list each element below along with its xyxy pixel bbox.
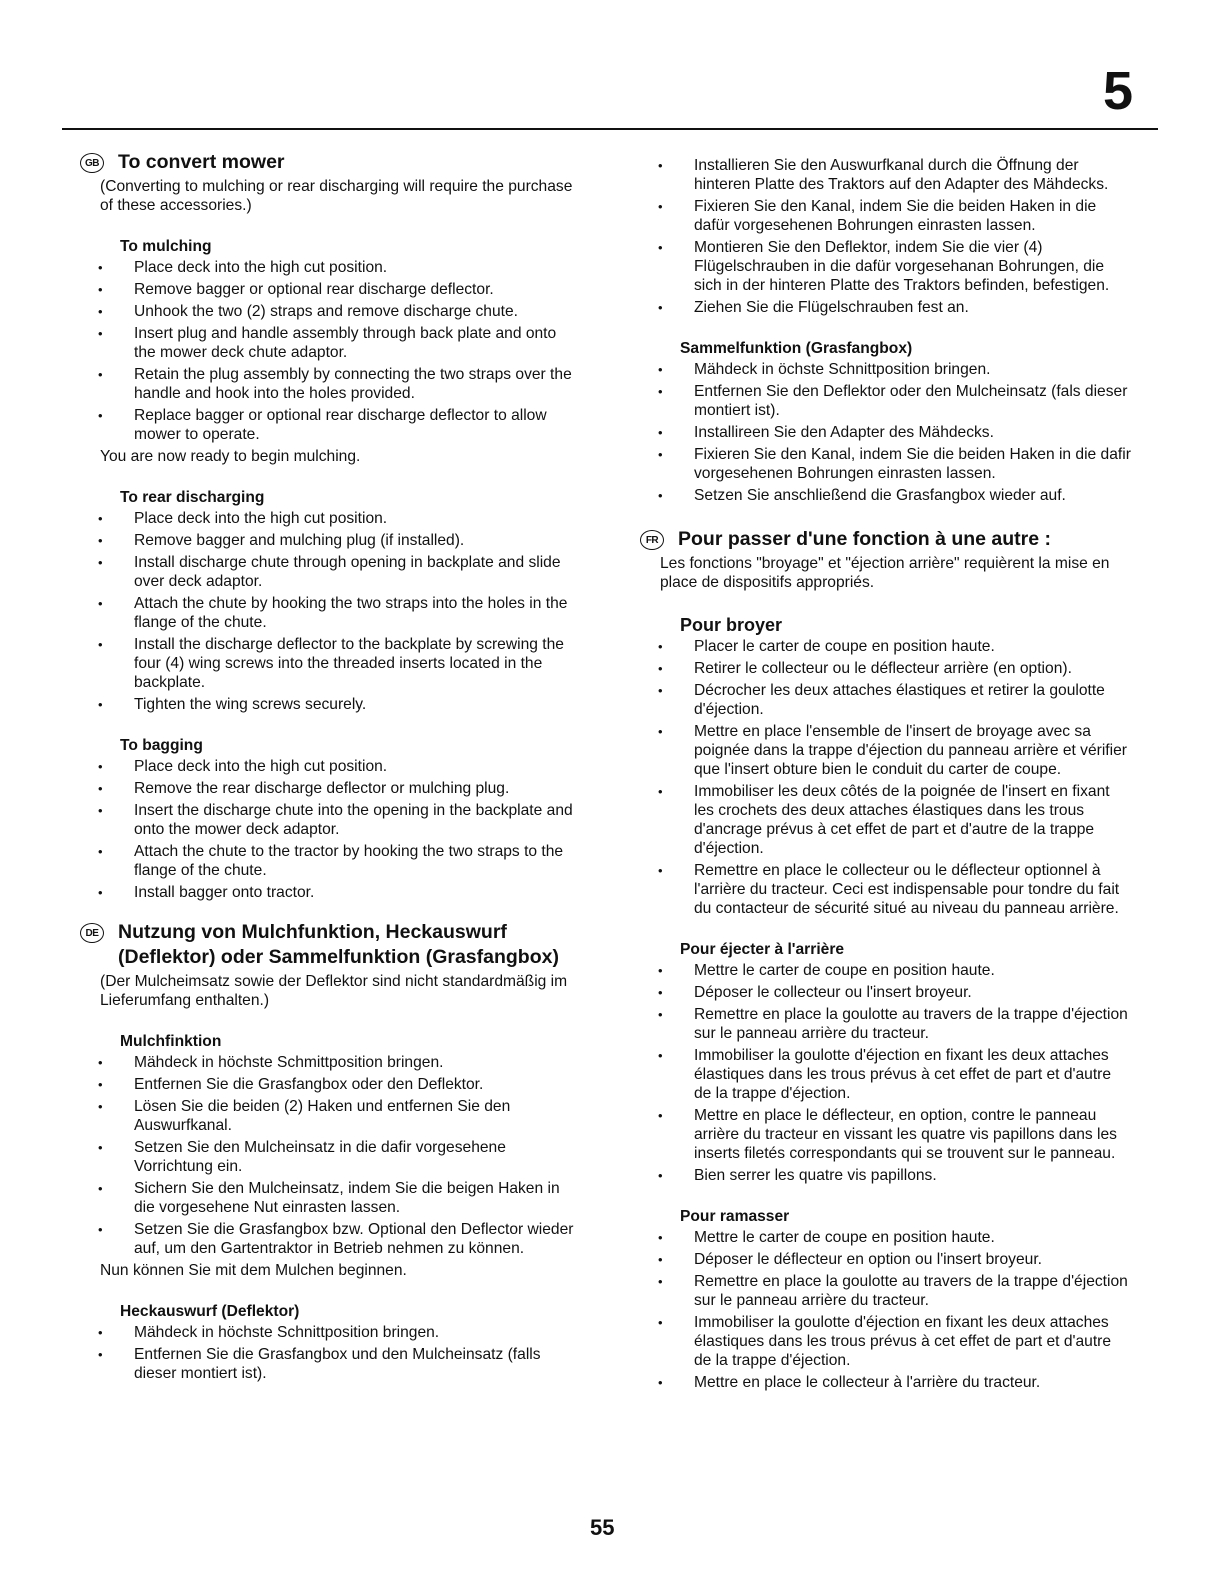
list-item: • Mettre en place le collecteur à l'arrière du tracteur. — [652, 1373, 1132, 1392]
list-item: • Mähdeck in öchste Schnittposition bringen. — [652, 360, 1132, 379]
list-item: • Remove bagger or optional rear discharge deflector. — [92, 280, 582, 299]
de-sammel-title: Sammelfunktion (Grasfangbox) — [680, 340, 913, 357]
de-flag-icon: DE — [80, 923, 104, 943]
fr-section-heading — [645, 527, 1132, 552]
fr-ramasser-list — [652, 1228, 1132, 1392]
list-item: • Bien serrer les quatre vis papillons. — [652, 1166, 1132, 1185]
fr-flag-icon: FR — [640, 530, 664, 550]
de-mulch-closing: Nun können Sie mit dem Mulchen beginnen. — [100, 1262, 407, 1279]
list-item: • Setzen Sie die Grasfangbox bzw. Optional den Deflector wieder auf, um den Gartentraktor in Betrieb nehmen zu können. — [92, 1220, 582, 1258]
header-rule — [62, 128, 1158, 130]
gb-mulching-closing: You are now ready to begin mulching. — [100, 448, 361, 465]
list-item: • Mettre en place le déflecteur, en option, contre le panneau arrière du tracteur en vissant les quatre vis papillons dans les inserts filetés correspondants qui se trouvent sur le panneau. — [652, 1106, 1132, 1163]
list-item: • Remove bagger and mulching plug (if installed). — [92, 531, 582, 550]
gb-intro: (Converting to mulching or rear discharging will require the purchase of these accessories.) — [100, 178, 573, 214]
list-item: • Mähdeck in höchste Schmittposition bringen. — [92, 1053, 582, 1072]
list-item: • Mettre en place l'ensemble de l'insert de broyage avec sa poignée dans la trappe d'éjection du panneau arrière et vérifier que l'insert obture bien le conduit du carter de coupe. — [652, 722, 1132, 779]
list-item: • Retain the plug assembly by connecting the two straps over the handle and hook into the holes provided. — [92, 365, 582, 403]
list-item: • Install bagger onto tractor. — [92, 883, 582, 902]
list-item: • Fixieren Sie den Kanal, indem Sie die beiden Haken in die dafür vorgesehenen Bohrungen einrasten lassen. — [652, 197, 1132, 235]
de-heck-title: Heckauswurf (Deflektor) — [120, 1303, 300, 1320]
page-number: 55 — [590, 1515, 615, 1540]
list-item: • Fixieren Sie den Kanal, indem Sie die beiden Haken in die dafir vorgesehenen Bohrungen einrasten lassen. — [652, 445, 1132, 483]
list-item: • Placer le carter de coupe en position haute. — [652, 637, 1132, 656]
list-item: • Unhook the two (2) straps and remove discharge chute. — [92, 302, 582, 321]
list-item: • Retirer le collecteur ou le déflecteur arrière (en option). — [652, 659, 1132, 678]
list-item: • Setzen Sie den Mulcheinsatz in die dafir vorgesehene Vorrichtung ein. — [92, 1138, 582, 1176]
gb-title: To convert mower — [118, 151, 285, 173]
fr-ejecter-title: Pour éjecter à l'arrière — [680, 941, 845, 958]
list-item: • Tighten the wing screws securely. — [92, 695, 582, 714]
list-item: • Mettre le carter de coupe en position haute. — [652, 961, 1132, 980]
list-item: • Remettre en place le collecteur ou le déflecteur optionnel à l'arrière du tracteur. Ceci est indispensable pour tondre du fait du contacteur de sécurité situé au niveau du panneau arrière. — [652, 861, 1132, 918]
list-item: • Installieren Sie den Auswurfkanal durch die Öffnung der hinteren Platte des Traktors auf den Adapter des Mähdecks. — [652, 156, 1132, 194]
list-item: • Attach the chute by hooking the two straps into the holes in the flange of the chute. — [92, 594, 582, 632]
list-item: • Ziehen Sie die Flügelschrauben fest an. — [652, 298, 1132, 317]
de-sammel-list — [652, 360, 1132, 505]
list-item: • Immobiliser la goulotte d'éjection en fixant les deux attaches élastiques dans les trous prévus à cet effet de part et d'autre de la trappe d'éjection. — [652, 1313, 1132, 1370]
list-item: • Remettre en place la goulotte au travers de la trappe d'éjection sur le panneau arrière du tracteur. — [652, 1272, 1132, 1310]
fr-title: Pour passer d'une fonction à une autre : — [678, 528, 1052, 550]
fr-broyer-title: Pour broyer — [680, 615, 783, 635]
fr-ramasser-title: Pour ramasser — [680, 1208, 790, 1225]
list-item: • Mettre le carter de coupe en position haute. — [652, 1228, 1132, 1247]
list-item: • Lösen Sie die beiden (2) Haken und entfernen Sie den Auswurfkanal. — [92, 1097, 582, 1135]
de-heck-continued-list — [652, 156, 1132, 317]
list-item: • Install discharge chute through opening in backplate and slide over deck adaptor. — [92, 553, 582, 591]
gb-flag-icon: GB — [80, 153, 104, 173]
de-section-heading — [85, 920, 582, 970]
gb-mulching-list — [92, 258, 582, 444]
gb-rear-list — [92, 509, 582, 714]
list-item: • Setzen Sie anschließend die Grasfangbox wieder auf. — [652, 486, 1132, 505]
list-item: • Mähdeck in höchste Schnittposition bringen. — [92, 1323, 582, 1342]
list-item: • Replace bagger or optional rear discharge deflector to allow mower to operate. — [92, 406, 582, 444]
right-column — [645, 156, 1132, 1395]
list-item: • Attach the chute to the tractor by hooking the two straps to the flange of the chute. — [92, 842, 582, 880]
list-item: • Sichern Sie den Mulcheinsatz, indem Sie die beigen Haken in die vorgesehene Nut einrasten lassen. — [92, 1179, 582, 1217]
fr-ejecter-list — [652, 961, 1132, 1185]
fr-broyer-list — [652, 637, 1132, 918]
list-item: • Immobiliser les deux côtés de la poignée de l'insert en fixant les crochets des deux attaches élastiques dans les trous d'ancrage prévus à cet effet de part et d'autre de la trappe d'éjection. — [652, 782, 1132, 858]
list-item: • Immobiliser la goulotte d'éjection en fixant les deux attaches élastiques dans les trous prévus à cet effet de part et d'autre de la trappe d'éjection. — [652, 1046, 1132, 1103]
gb-rear-title: To rear discharging — [120, 489, 265, 506]
list-item: • Installireen Sie den Adapter des Mähdecks. — [652, 423, 1132, 442]
list-item: • Place deck into the high cut position. — [92, 258, 582, 277]
list-item: • Décrocher les deux attaches élastiques et retirer la goulotte d'éjection. — [652, 681, 1132, 719]
list-item: • Place deck into the high cut position. — [92, 757, 582, 776]
gb-bagging-title: To bagging — [120, 737, 203, 754]
fr-intro: Les fonctions "broyage" et "éjection arrière" requièrent la mise en place de dispositifs appropriés. — [660, 555, 1110, 591]
de-mulch-title: Mulchfinktion — [120, 1033, 222, 1050]
gb-bagging-list — [92, 757, 582, 902]
list-item: • Entfernen Sie die Grasfangbox und den Mulcheinsatz (falls dieser montiert ist). — [92, 1345, 582, 1383]
gb-mulching-title: To mulching — [120, 238, 212, 255]
de-title: Nutzung von Mulchfunktion, Heckauswurf (Deflektor) oder Sammelfunktion (Grasfangbox) — [118, 921, 559, 968]
list-item: • Place deck into the high cut position. — [92, 509, 582, 528]
list-item: • Entfernen Sie den Deflektor oder den Mulcheinsatz (fals dieser montiert ist). — [652, 382, 1132, 420]
list-item: • Déposer le déflecteur en option ou l'insert broyeur. — [652, 1250, 1132, 1269]
list-item: • Remove the rear discharge deflector or mulching plug. — [92, 779, 582, 798]
list-item: • Montieren Sie den Deflektor, indem Sie die vier (4) Flügelschrauben in die dafür vorgesehanan Bohrungen, die sich in der hinteren Platte des Traktors befinden, befestigen. — [652, 238, 1132, 295]
chapter-number: 5 — [1102, 61, 1133, 121]
list-item: • Install the discharge deflector to the backplate by screwing the four (4) wing screws into the threaded inserts located in the backplate. — [92, 635, 582, 692]
gb-section-heading — [85, 150, 582, 175]
list-item: • Insert the discharge chute into the opening in the backplate and onto the mower deck adaptor. — [92, 801, 582, 839]
de-intro: (Der Mulcheimsatz sowie der Deflektor sind nicht standardmäßig im Lieferumfang enthalten.) — [100, 973, 568, 1009]
de-mulch-list — [92, 1053, 582, 1258]
list-item: • Entfernen Sie die Grasfangbox oder den Deflektor. — [92, 1075, 582, 1094]
list-item: • Insert plug and handle assembly through back plate and onto the mower deck chute adaptor. — [92, 324, 582, 362]
left-column — [85, 150, 582, 1386]
de-heck-list — [92, 1323, 582, 1383]
list-item: • Remettre en place la goulotte au travers de la trappe d'éjection sur le panneau arrière du tracteur. — [652, 1005, 1132, 1043]
list-item: • Déposer le collecteur ou l'insert broyeur. — [652, 983, 1132, 1002]
